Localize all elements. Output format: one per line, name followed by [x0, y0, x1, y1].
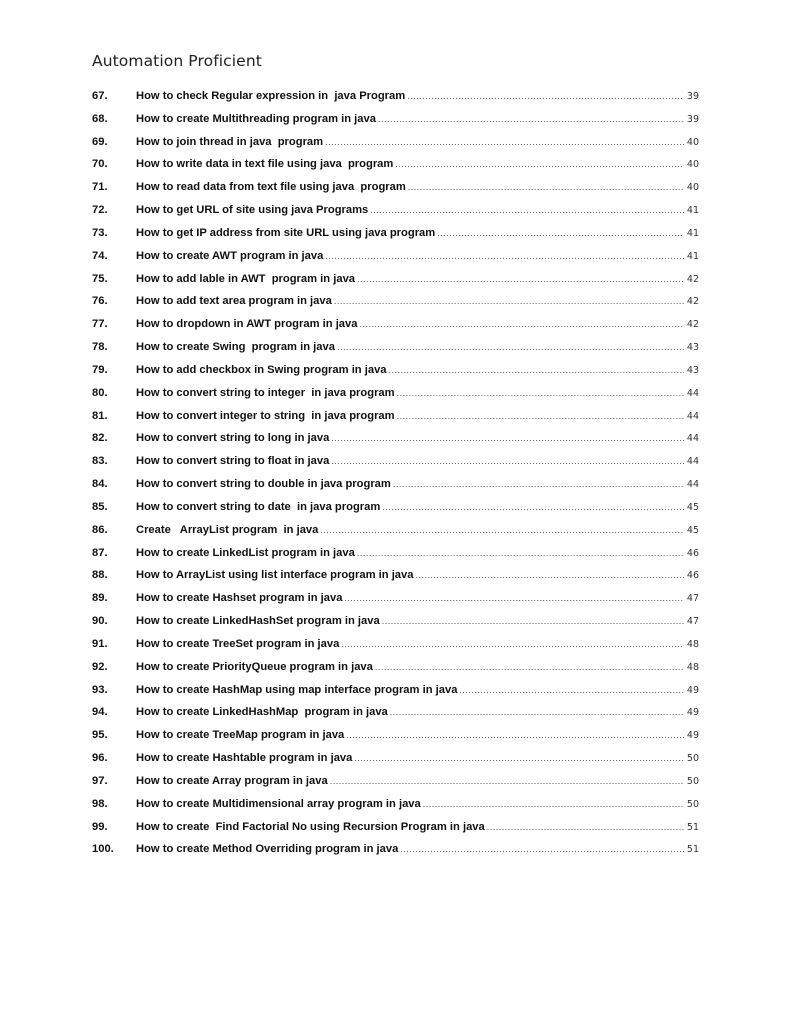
toc-entry-page-number[interactable]: 45	[686, 524, 699, 536]
toc-entry-number: 92.	[92, 660, 108, 673]
dot-leader	[389, 365, 684, 375]
toc-entry[interactable]	[92, 524, 699, 547]
toc-entry-title[interactable]: How to create Method Overriding program in java	[136, 843, 399, 856]
dot-leader	[346, 730, 684, 740]
toc-entry[interactable]	[92, 798, 699, 821]
dot-leader	[330, 776, 684, 786]
toc-entry-number: 87.	[92, 546, 108, 559]
toc-entry-title[interactable]: Create ArrayList program in java	[136, 523, 319, 536]
dot-leader	[382, 502, 684, 512]
dot-leader	[407, 91, 684, 101]
toc-entry-title[interactable]: How to create LinkedHashMap program in java	[136, 706, 388, 719]
toc-entry[interactable]	[92, 364, 699, 387]
toc-entry[interactable]	[92, 729, 699, 752]
toc-entry[interactable]	[92, 592, 699, 615]
dot-leader	[357, 274, 684, 284]
toc-entry-page-number[interactable]: 44	[686, 456, 699, 468]
toc-entry-page-number[interactable]: 44	[686, 387, 699, 399]
toc-entry-page-number[interactable]: 49	[686, 707, 699, 719]
toc-entry-number: 75.	[92, 272, 108, 285]
toc-entry[interactable]	[92, 821, 699, 844]
toc-entry[interactable]	[92, 455, 699, 478]
toc-entry-page-number[interactable]: 41	[686, 227, 699, 239]
dot-leader	[437, 228, 684, 238]
toc-entry-title[interactable]: How to create Array program in java	[136, 774, 328, 787]
toc-entry[interactable]	[92, 775, 699, 798]
dot-leader	[423, 799, 684, 809]
toc-entry-number: 100.	[92, 843, 114, 856]
toc-entry-number: 67.	[92, 90, 108, 102]
toc-entry-page-number[interactable]: 47	[686, 593, 699, 605]
toc-entry-page-number[interactable]: 46	[686, 547, 699, 559]
toc-entry-number: 97.	[92, 774, 108, 787]
toc-entry[interactable]	[92, 661, 699, 684]
toc-entry[interactable]	[92, 341, 699, 364]
toc-entry-number: 98.	[92, 797, 108, 810]
toc-entry[interactable]	[92, 250, 699, 273]
toc-entry-title[interactable]: How to join thread in java program	[136, 135, 324, 148]
dot-leader	[487, 822, 684, 832]
toc-entry[interactable]	[92, 136, 699, 159]
toc-entry[interactable]	[92, 432, 699, 455]
toc-entry-number: 83.	[92, 455, 108, 468]
toc-entry-number: 68.	[92, 112, 108, 125]
dot-leader	[334, 296, 684, 306]
dot-leader	[320, 525, 684, 535]
toc-entry-page-number[interactable]: 49	[686, 730, 699, 742]
toc-entry-number: 77.	[92, 318, 108, 331]
toc-entry-page-number[interactable]: 43	[686, 364, 699, 376]
toc-entry-page-number[interactable]: 40	[686, 182, 699, 194]
dot-leader	[341, 639, 684, 649]
toc-entry-number: 96.	[92, 752, 108, 765]
toc-entry-title[interactable]: How to get IP address from site URL using java program	[136, 226, 436, 239]
toc-entry-title[interactable]: How to convert integer to string in java program	[136, 409, 395, 422]
toc-entry-title[interactable]: How to create Hashset program in java	[136, 592, 343, 605]
toc-entry-number: 93.	[92, 683, 108, 696]
dot-leader	[370, 205, 684, 215]
toc-entry-page-number[interactable]: 39	[686, 91, 699, 102]
toc-entry-page-number[interactable]: 43	[686, 342, 699, 354]
toc-entry-number: 95.	[92, 729, 108, 742]
dot-leader	[382, 616, 684, 626]
toc-entry-title[interactable]: How to create Swing program in java	[136, 341, 335, 354]
toc-entry[interactable]	[92, 478, 699, 501]
dot-leader	[378, 114, 684, 124]
toc-entry-page-number[interactable]: 41	[686, 205, 699, 217]
toc-entry[interactable]	[92, 684, 699, 707]
toc-entry[interactable]	[92, 638, 699, 661]
toc-entry-page-number[interactable]: 50	[686, 775, 699, 787]
toc-entry-page-number[interactable]: 50	[686, 753, 699, 765]
dot-leader	[393, 479, 684, 489]
toc-entry[interactable]	[92, 615, 699, 638]
toc-entry-number: 73.	[92, 226, 108, 239]
toc-entry-page-number[interactable]: 42	[686, 319, 699, 331]
toc-entry-title[interactable]: How to create LinkedHashSet program in java	[136, 615, 380, 628]
toc-entry-title[interactable]: How to create AWT program in java	[136, 249, 324, 262]
dot-leader	[459, 685, 683, 695]
toc-entry[interactable]	[92, 113, 699, 136]
toc-entry-page-number[interactable]: 51	[686, 821, 699, 833]
toc-entry[interactable]	[92, 181, 699, 204]
toc-entry-number: 82.	[92, 432, 108, 445]
dot-leader	[331, 433, 684, 443]
dot-leader	[325, 251, 684, 261]
toc-entry-page-number[interactable]: 40	[686, 159, 699, 171]
toc-entry-title[interactable]: How to convert string to long in java	[136, 432, 330, 445]
toc-entry-title[interactable]: How to create Multidimensional array program in java	[136, 797, 421, 810]
toc-entry-page-number[interactable]: 44	[686, 410, 699, 422]
toc-entry-page-number[interactable]: 42	[686, 296, 699, 308]
toc-entry-number: 79.	[92, 363, 108, 376]
toc-entry-number: 70.	[92, 158, 108, 171]
toc-entry-number: 69.	[92, 135, 108, 148]
toc-entry-title[interactable]: How to add lable in AWT program in java	[136, 272, 356, 285]
toc-entry-page-number[interactable]: 47	[686, 616, 699, 628]
dot-leader	[400, 844, 684, 854]
page-header-title: Automation Proficient	[92, 52, 262, 70]
table-of-contents	[92, 90, 699, 866]
toc-entry-title[interactable]: How to get URL of site using java Programs	[136, 204, 369, 217]
toc-entry[interactable]	[92, 501, 699, 524]
dot-leader	[331, 456, 684, 466]
toc-entry-title[interactable]: How to check Regular expression in java Program	[136, 90, 406, 102]
toc-entry-title[interactable]: How to create LinkedList program in java	[136, 546, 355, 559]
dot-leader	[337, 342, 684, 352]
toc-entry-number: 94.	[92, 706, 108, 719]
dot-leader	[415, 570, 683, 580]
toc-entry-page-number[interactable]: 39	[686, 113, 699, 125]
toc-entry-number: 91.	[92, 637, 108, 650]
toc-entry-title[interactable]: How to create PriorityQueue program in java	[136, 660, 373, 673]
toc-entry-title[interactable]: How to add text area program in java	[136, 295, 332, 308]
dot-leader	[395, 159, 684, 169]
toc-entry-title[interactable]: How to convert string to integer in java program	[136, 386, 395, 399]
toc-entry[interactable]	[92, 158, 699, 181]
toc-entry[interactable]	[92, 569, 699, 592]
toc-entry[interactable]	[92, 387, 699, 410]
toc-entry-page-number[interactable]: 44	[686, 479, 699, 491]
toc-entry-title[interactable]: How to create Multithreading program in java	[136, 112, 376, 125]
toc-entry-number: 81.	[92, 409, 108, 422]
toc-entry-number: 85.	[92, 500, 108, 513]
toc-entry-number: 78.	[92, 341, 108, 354]
toc-entry-number: 86.	[92, 523, 108, 536]
toc-entry-page-number[interactable]: 51	[686, 844, 699, 856]
dot-leader	[357, 548, 684, 558]
toc-entry[interactable]	[92, 273, 699, 296]
dot-leader	[344, 593, 683, 603]
toc-entry-title[interactable]: How to write data in text file using java program	[136, 158, 394, 171]
dot-leader	[354, 753, 684, 763]
toc-entry-page-number[interactable]: 48	[686, 661, 699, 673]
toc-entry-title[interactable]: How to convert string to float in java	[136, 455, 330, 468]
toc-entry-title[interactable]: How to dropdown in AWT program in java	[136, 318, 358, 331]
toc-entry-number: 74.	[92, 249, 108, 262]
toc-entry-number: 90.	[92, 615, 108, 628]
toc-entry[interactable]	[92, 547, 699, 570]
toc-entry-number: 80.	[92, 386, 108, 399]
toc-entry[interactable]	[92, 227, 699, 250]
toc-entry[interactable]	[92, 295, 699, 318]
toc-entry-page-number[interactable]: 50	[686, 798, 699, 810]
dot-leader	[359, 319, 683, 329]
toc-entry-title[interactable]: How to create Find Factorial No using Recursion Program in java	[136, 820, 485, 833]
toc-entry-number: 76.	[92, 295, 108, 308]
dot-leader	[325, 137, 684, 147]
toc-entry-page-number[interactable]: 40	[686, 136, 699, 148]
toc-entry[interactable]	[92, 318, 699, 341]
toc-entry-title[interactable]: How to create HashMap using map interface program in java	[136, 683, 458, 696]
toc-entry-number: 71.	[92, 181, 108, 194]
dot-leader	[397, 411, 684, 421]
dot-leader	[397, 388, 684, 398]
toc-entry[interactable]	[92, 706, 699, 729]
toc-entry[interactable]	[92, 752, 699, 775]
toc-entry[interactable]	[92, 204, 699, 227]
toc-entry-number: 84.	[92, 478, 108, 491]
toc-entry-title[interactable]: How to convert string to date in java program	[136, 500, 381, 513]
toc-entry-title[interactable]: How to create TreeMap program in java	[136, 729, 345, 742]
toc-entry-page-number[interactable]: 44	[686, 433, 699, 445]
toc-entry-number: 99.	[92, 820, 108, 833]
toc-entry-title[interactable]: How to read data from text file using java program	[136, 181, 406, 194]
toc-entry-page-number[interactable]: 46	[686, 570, 699, 582]
toc-entry-title[interactable]: How to ArrayList using list interface program in java	[136, 569, 414, 582]
toc-entry-title[interactable]: How to create TreeSet program in java	[136, 637, 340, 650]
toc-entry-page-number[interactable]: 48	[686, 638, 699, 650]
toc-entry-page-number[interactable]: 41	[686, 250, 699, 262]
toc-entry[interactable]	[92, 90, 699, 113]
dot-leader	[390, 707, 684, 717]
dot-leader	[375, 662, 684, 672]
toc-entry-title[interactable]: How to create Hashtable program in java	[136, 752, 353, 765]
toc-entry-title[interactable]: How to add checkbox in Swing program in java	[136, 363, 387, 376]
toc-entry-page-number[interactable]: 45	[686, 501, 699, 513]
toc-entry-number: 88.	[92, 569, 108, 582]
dot-leader	[408, 182, 684, 192]
toc-entry-page-number[interactable]: 49	[686, 684, 699, 696]
toc-entry-number: 89.	[92, 592, 108, 605]
toc-entry[interactable]	[92, 843, 699, 866]
toc-entry-title[interactable]: How to convert string to double in java program	[136, 478, 391, 491]
toc-entry-number: 72.	[92, 204, 108, 217]
toc-entry[interactable]	[92, 410, 699, 433]
toc-entry-page-number[interactable]: 42	[686, 273, 699, 285]
